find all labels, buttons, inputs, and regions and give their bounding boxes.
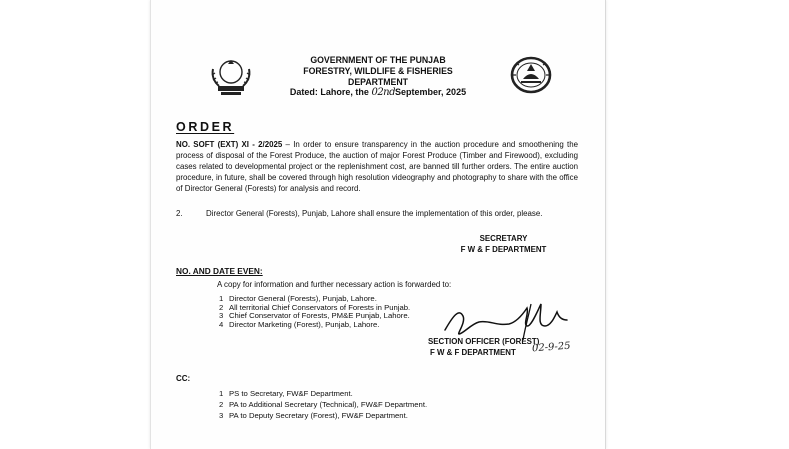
header-line-1: GOVERNMENT OF THE PUNJAB — [310, 55, 446, 65]
paragraph-2-number: 2. — [176, 209, 183, 218]
list-item: 2 All territorial Chief Conservators of Forests in Punjab. — [219, 302, 411, 312]
list-item: 4 Director Marketing (Forest), Punjab, Lahore. — [219, 320, 380, 330]
dated-handwritten-day: 02nd — [371, 87, 396, 98]
list-item: 1 PS to Secretary, FW&F Department. — [219, 389, 353, 398]
cc-heading: CC: — [176, 374, 191, 383]
department-header — [162, 55, 593, 87]
secretary-title: SECRETARY — [479, 234, 528, 243]
list-item: 3 Chief Conservator of Forests, PM&E Punjab, Lahore. — [219, 311, 410, 321]
distribution-list — [219, 295, 479, 330]
list-item: 3 PA to Deputy Secretary (Forest), FW&F Department. — [219, 410, 408, 420]
order-heading: ORDER — [176, 120, 235, 134]
section-officer-signature-block — [428, 337, 539, 358]
dated-suffix: September, 2025 — [395, 87, 467, 97]
header-line-2: FORESTRY, WILDLIFE & FISHERIES — [303, 65, 453, 76]
order-ref-number: NO. SOFT (EXT) XI - 2/2025 — [176, 140, 283, 149]
section-officer-title: SECTION OFFICER (FOREST) — [428, 337, 540, 346]
no-and-date-even-heading: NO. AND DATE EVEN: — [176, 266, 263, 276]
order-paragraph-2-body: Director General (Forests), Punjab, Lahore shall ensure the implementation of this order, please. — [206, 209, 543, 218]
header-line-3: DEPARTMENT — [348, 76, 408, 87]
document-page — [150, 0, 606, 449]
section-officer-department: F W & F DEPARTMENT — [430, 347, 516, 357]
list-item: 1 Director General (Forests), Punjab, Lahore. — [219, 294, 377, 303]
dated-prefix: Dated: Lahore, the — [289, 87, 369, 97]
dated-line — [151, 87, 605, 98]
order-paragraph-2 — [176, 209, 578, 220]
secretary-department: F W & F DEPARTMENT — [460, 244, 547, 254]
handwritten-date: 02-9-25 — [531, 340, 571, 355]
order-paragraph-1 — [176, 140, 578, 195]
order-paragraph-1-body: – In order to ensure transparency in the auction procedure and smoothening the process of disposal of the Forest Produce, the auction of major Forest Produce (Timber and Firewood), excluding cases related to developmental project or the replenishment cost, are banned till further orders. The entire auction procedure, in future, shall be covered through high resolution videography and photography to share with the office of Director General (Forests) for analysis and record. — [176, 140, 578, 193]
cc-list — [219, 389, 499, 422]
forwarding-intro: A copy for information and further necessary action is forwarded to: — [217, 280, 452, 289]
list-item: 2 PA to Additional Secretary (Technical), FW&F Department. — [219, 399, 428, 409]
secretary-signature-block — [441, 234, 566, 255]
